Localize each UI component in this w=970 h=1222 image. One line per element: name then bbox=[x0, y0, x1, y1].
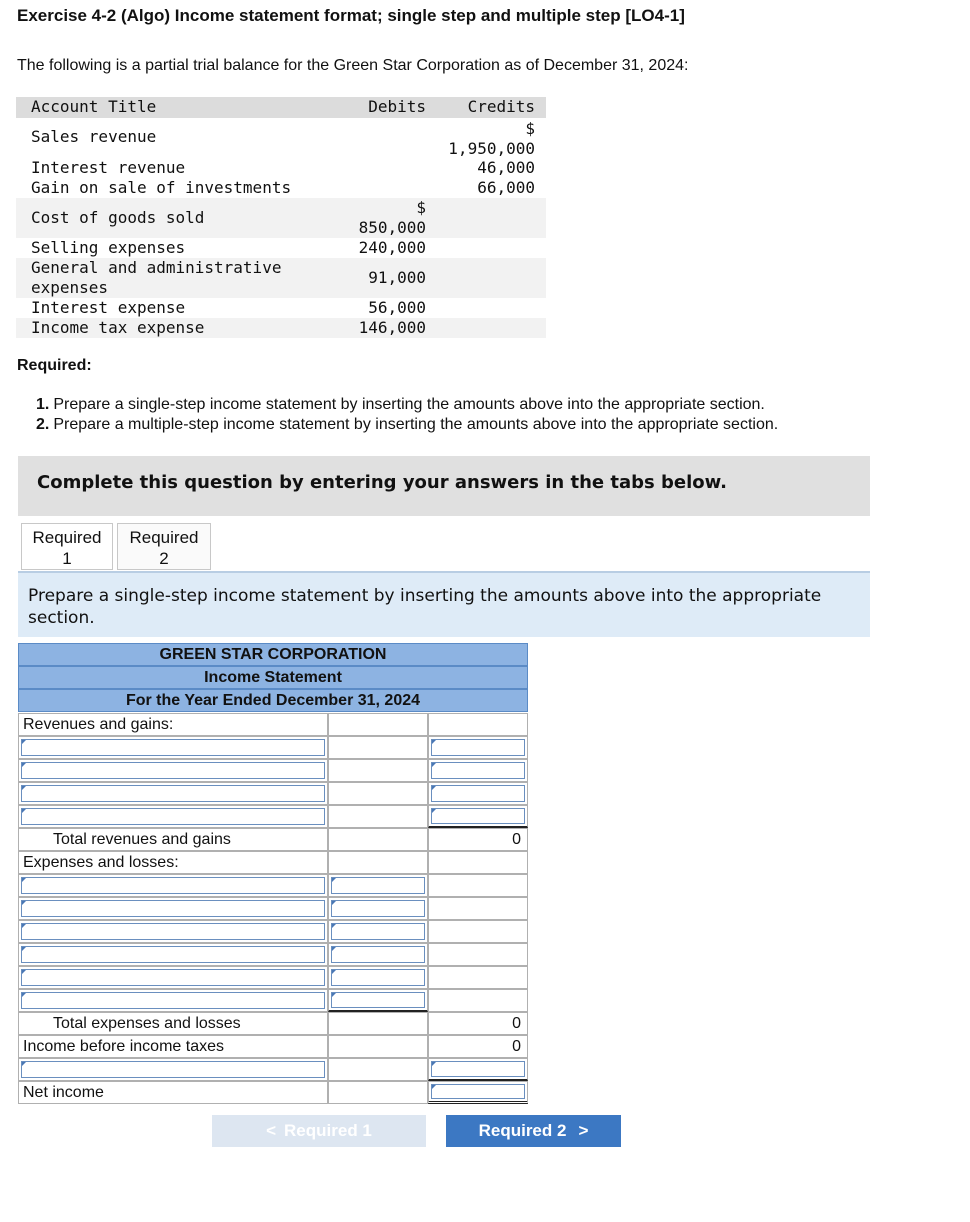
amount-cell bbox=[328, 989, 428, 1012]
table-row bbox=[16, 178, 546, 198]
empty-cell bbox=[428, 966, 528, 989]
empty-cell bbox=[328, 782, 428, 805]
intro-text: The following is a partial trial balance for the Green Star Corporation as of December 31, 2024: bbox=[17, 57, 689, 74]
empty-cell bbox=[328, 1058, 428, 1081]
next-required-2-button[interactable] bbox=[446, 1115, 621, 1147]
tab-number: 1 bbox=[62, 549, 72, 568]
expenses-label: Expenses and losses: bbox=[23, 854, 179, 871]
tab-label: Required bbox=[32, 528, 102, 547]
chevron-left-icon: < bbox=[266, 1121, 277, 1140]
tab-required-2[interactable] bbox=[117, 523, 211, 570]
net-income-label: Net income bbox=[23, 1084, 104, 1101]
table-row bbox=[16, 258, 546, 298]
banner-text: Complete this question by entering your answers in the tabs below. bbox=[37, 472, 727, 493]
table-row bbox=[18, 759, 528, 782]
expense-account-input[interactable] bbox=[21, 992, 325, 1009]
table-row bbox=[18, 782, 528, 805]
instruction-text: Prepare a single-step income statement by inserting the amounts above into the appropriate section. bbox=[28, 586, 822, 628]
item-number: 1. bbox=[36, 396, 50, 413]
table-row bbox=[18, 897, 528, 920]
table-row bbox=[18, 920, 528, 943]
label-cell bbox=[18, 874, 328, 897]
credit-value: 66,000 bbox=[477, 178, 535, 197]
item-text: Prepare a single-step income statement by inserting the amounts above into the appropriate section. bbox=[53, 396, 765, 413]
credit-value: 46,000 bbox=[477, 158, 535, 177]
amount-cell bbox=[428, 782, 528, 805]
amount-cell bbox=[428, 1035, 528, 1058]
empty-cell bbox=[428, 989, 528, 1012]
list-item bbox=[36, 415, 778, 435]
empty-cell bbox=[328, 759, 428, 782]
amount-cell bbox=[428, 1012, 528, 1035]
empty-cell bbox=[328, 828, 428, 851]
label-cell bbox=[18, 1035, 328, 1058]
empty-cell bbox=[328, 713, 428, 736]
expense-amount-input[interactable] bbox=[331, 900, 425, 917]
label-cell bbox=[18, 966, 328, 989]
amount-cell bbox=[428, 736, 528, 759]
tab-instruction bbox=[18, 571, 870, 637]
account-name: Income tax expense bbox=[31, 318, 205, 337]
total-revenues-value: 0 bbox=[512, 831, 521, 848]
company-name: GREEN STAR CORPORATION bbox=[18, 643, 528, 666]
prev-required-1-button[interactable] bbox=[212, 1115, 426, 1147]
empty-cell bbox=[328, 736, 428, 759]
label-cell bbox=[18, 736, 328, 759]
revenue-account-input[interactable] bbox=[21, 739, 325, 756]
net-income-input[interactable] bbox=[431, 1084, 525, 1099]
income-before-tax-label: Income before income taxes bbox=[23, 1038, 224, 1055]
revenue-account-input[interactable] bbox=[21, 808, 325, 825]
required-heading: Required: bbox=[17, 357, 92, 374]
item-number: 2. bbox=[36, 416, 50, 433]
amount-cell bbox=[428, 828, 528, 851]
exercise-title: Exercise 4-2 (Algo) Income statement format; single step and multiple step [LO4-1] bbox=[17, 6, 685, 25]
prev-label: Required 1 bbox=[284, 1121, 372, 1140]
expense-account-input[interactable] bbox=[21, 946, 325, 963]
col-debits: Debits bbox=[368, 97, 426, 116]
expense-amount-input[interactable] bbox=[331, 992, 425, 1008]
tab-label: Required bbox=[129, 528, 199, 547]
table-row bbox=[18, 1058, 528, 1081]
amount-cell bbox=[328, 897, 428, 920]
statement-name: Income Statement bbox=[18, 666, 528, 689]
debit-value: 240,000 bbox=[358, 238, 426, 257]
debit-value: 146,000 bbox=[358, 318, 426, 337]
label-cell bbox=[18, 759, 328, 782]
amount-cell bbox=[328, 920, 428, 943]
table-row bbox=[18, 1035, 528, 1058]
statement-period: For the Year Ended December 31, 2024 bbox=[18, 689, 528, 712]
chevron-right-icon: > bbox=[578, 1121, 589, 1140]
table-row bbox=[18, 736, 528, 759]
empty-cell bbox=[428, 943, 528, 966]
table-row bbox=[18, 713, 528, 736]
revenue-amount-input[interactable] bbox=[431, 739, 525, 756]
table-row bbox=[18, 1012, 528, 1035]
empty-cell bbox=[328, 1081, 428, 1104]
expense-account-input[interactable] bbox=[21, 900, 325, 917]
empty-cell bbox=[428, 897, 528, 920]
empty-cell bbox=[428, 874, 528, 897]
revenue-account-input[interactable] bbox=[21, 762, 325, 779]
amount-cell bbox=[428, 1058, 528, 1081]
expense-amount-input[interactable] bbox=[331, 877, 425, 894]
table-row bbox=[18, 1081, 528, 1104]
col-credits: Credits bbox=[467, 97, 535, 116]
table-row bbox=[16, 298, 546, 318]
label-cell bbox=[18, 851, 328, 874]
label-cell bbox=[18, 920, 328, 943]
revenue-amount-input[interactable] bbox=[431, 808, 525, 824]
label-cell bbox=[18, 828, 328, 851]
expense-amount-input[interactable] bbox=[331, 969, 425, 986]
account-name: Sales revenue bbox=[31, 127, 157, 146]
revenue-account-input[interactable] bbox=[21, 785, 325, 802]
account-name: Selling expenses bbox=[31, 238, 186, 257]
table-row bbox=[18, 874, 528, 897]
table-row bbox=[16, 158, 546, 178]
empty-cell bbox=[428, 851, 528, 874]
debit-value: $ 850,000 bbox=[358, 198, 426, 237]
account-name: Cost of goods sold bbox=[31, 208, 205, 227]
label-cell bbox=[18, 713, 328, 736]
tab-number: 2 bbox=[159, 549, 169, 568]
table-row bbox=[16, 119, 546, 159]
account-name: Interest expense bbox=[31, 298, 186, 317]
expense-account-input[interactable] bbox=[21, 877, 325, 894]
empty-cell bbox=[428, 713, 528, 736]
expense-account-input[interactable] bbox=[21, 923, 325, 940]
amount-cell bbox=[428, 759, 528, 782]
amount-cell bbox=[428, 805, 528, 828]
table-row bbox=[18, 828, 528, 851]
label-cell bbox=[18, 989, 328, 1012]
label-cell bbox=[18, 1081, 328, 1104]
empty-cell bbox=[328, 1035, 428, 1058]
required-list bbox=[36, 395, 778, 435]
table-row bbox=[18, 851, 528, 874]
empty-cell bbox=[328, 1012, 428, 1035]
empty-cell bbox=[328, 805, 428, 828]
tax-account-input[interactable] bbox=[21, 1061, 325, 1078]
account-name: General and administrative expenses bbox=[31, 258, 282, 297]
label-cell bbox=[18, 782, 328, 805]
table-row bbox=[16, 198, 546, 238]
expense-account-input[interactable] bbox=[21, 969, 325, 986]
label-cell bbox=[18, 943, 328, 966]
label-cell bbox=[18, 897, 328, 920]
tax-amount-input[interactable] bbox=[431, 1061, 525, 1077]
label-cell bbox=[18, 805, 328, 828]
total-expenses-value: 0 bbox=[512, 1015, 521, 1032]
trial-balance-header bbox=[16, 97, 546, 118]
item-text: Prepare a multiple-step income statement by inserting the amounts above into the appropriate section. bbox=[53, 416, 779, 433]
empty-cell bbox=[328, 851, 428, 874]
table-row bbox=[16, 318, 546, 338]
instruction-banner bbox=[18, 456, 870, 516]
empty-cell bbox=[428, 920, 528, 943]
revenue-amount-input[interactable] bbox=[431, 785, 525, 802]
col-account-title: Account Title bbox=[31, 97, 157, 116]
amount-cell bbox=[328, 966, 428, 989]
expense-amount-input[interactable] bbox=[331, 923, 425, 940]
amount-cell bbox=[428, 1081, 528, 1104]
total-revenues-label: Total revenues and gains bbox=[53, 831, 231, 848]
amount-cell bbox=[328, 874, 428, 897]
debit-value: 56,000 bbox=[368, 298, 426, 317]
revenues-label: Revenues and gains: bbox=[23, 716, 174, 733]
account-name: Gain on sale of investments bbox=[31, 178, 292, 197]
table-row bbox=[18, 966, 528, 989]
table-row bbox=[16, 238, 546, 258]
label-cell bbox=[18, 1012, 328, 1035]
revenue-amount-input[interactable] bbox=[431, 762, 525, 779]
account-name: Interest revenue bbox=[31, 158, 186, 177]
next-label: Required 2 bbox=[478, 1121, 567, 1140]
credit-value: $ 1,950,000 bbox=[448, 119, 535, 158]
total-expenses-label: Total expenses and losses bbox=[53, 1015, 241, 1032]
tab-required-1[interactable] bbox=[21, 523, 113, 570]
label-cell bbox=[18, 1058, 328, 1081]
expense-amount-input[interactable] bbox=[331, 946, 425, 963]
list-item bbox=[36, 395, 778, 415]
debit-value: 91,000 bbox=[368, 268, 426, 287]
amount-cell bbox=[328, 943, 428, 966]
table-row bbox=[18, 943, 528, 966]
income-before-tax-value: 0 bbox=[512, 1038, 521, 1055]
table-row bbox=[18, 989, 528, 1012]
table-row bbox=[18, 805, 528, 828]
